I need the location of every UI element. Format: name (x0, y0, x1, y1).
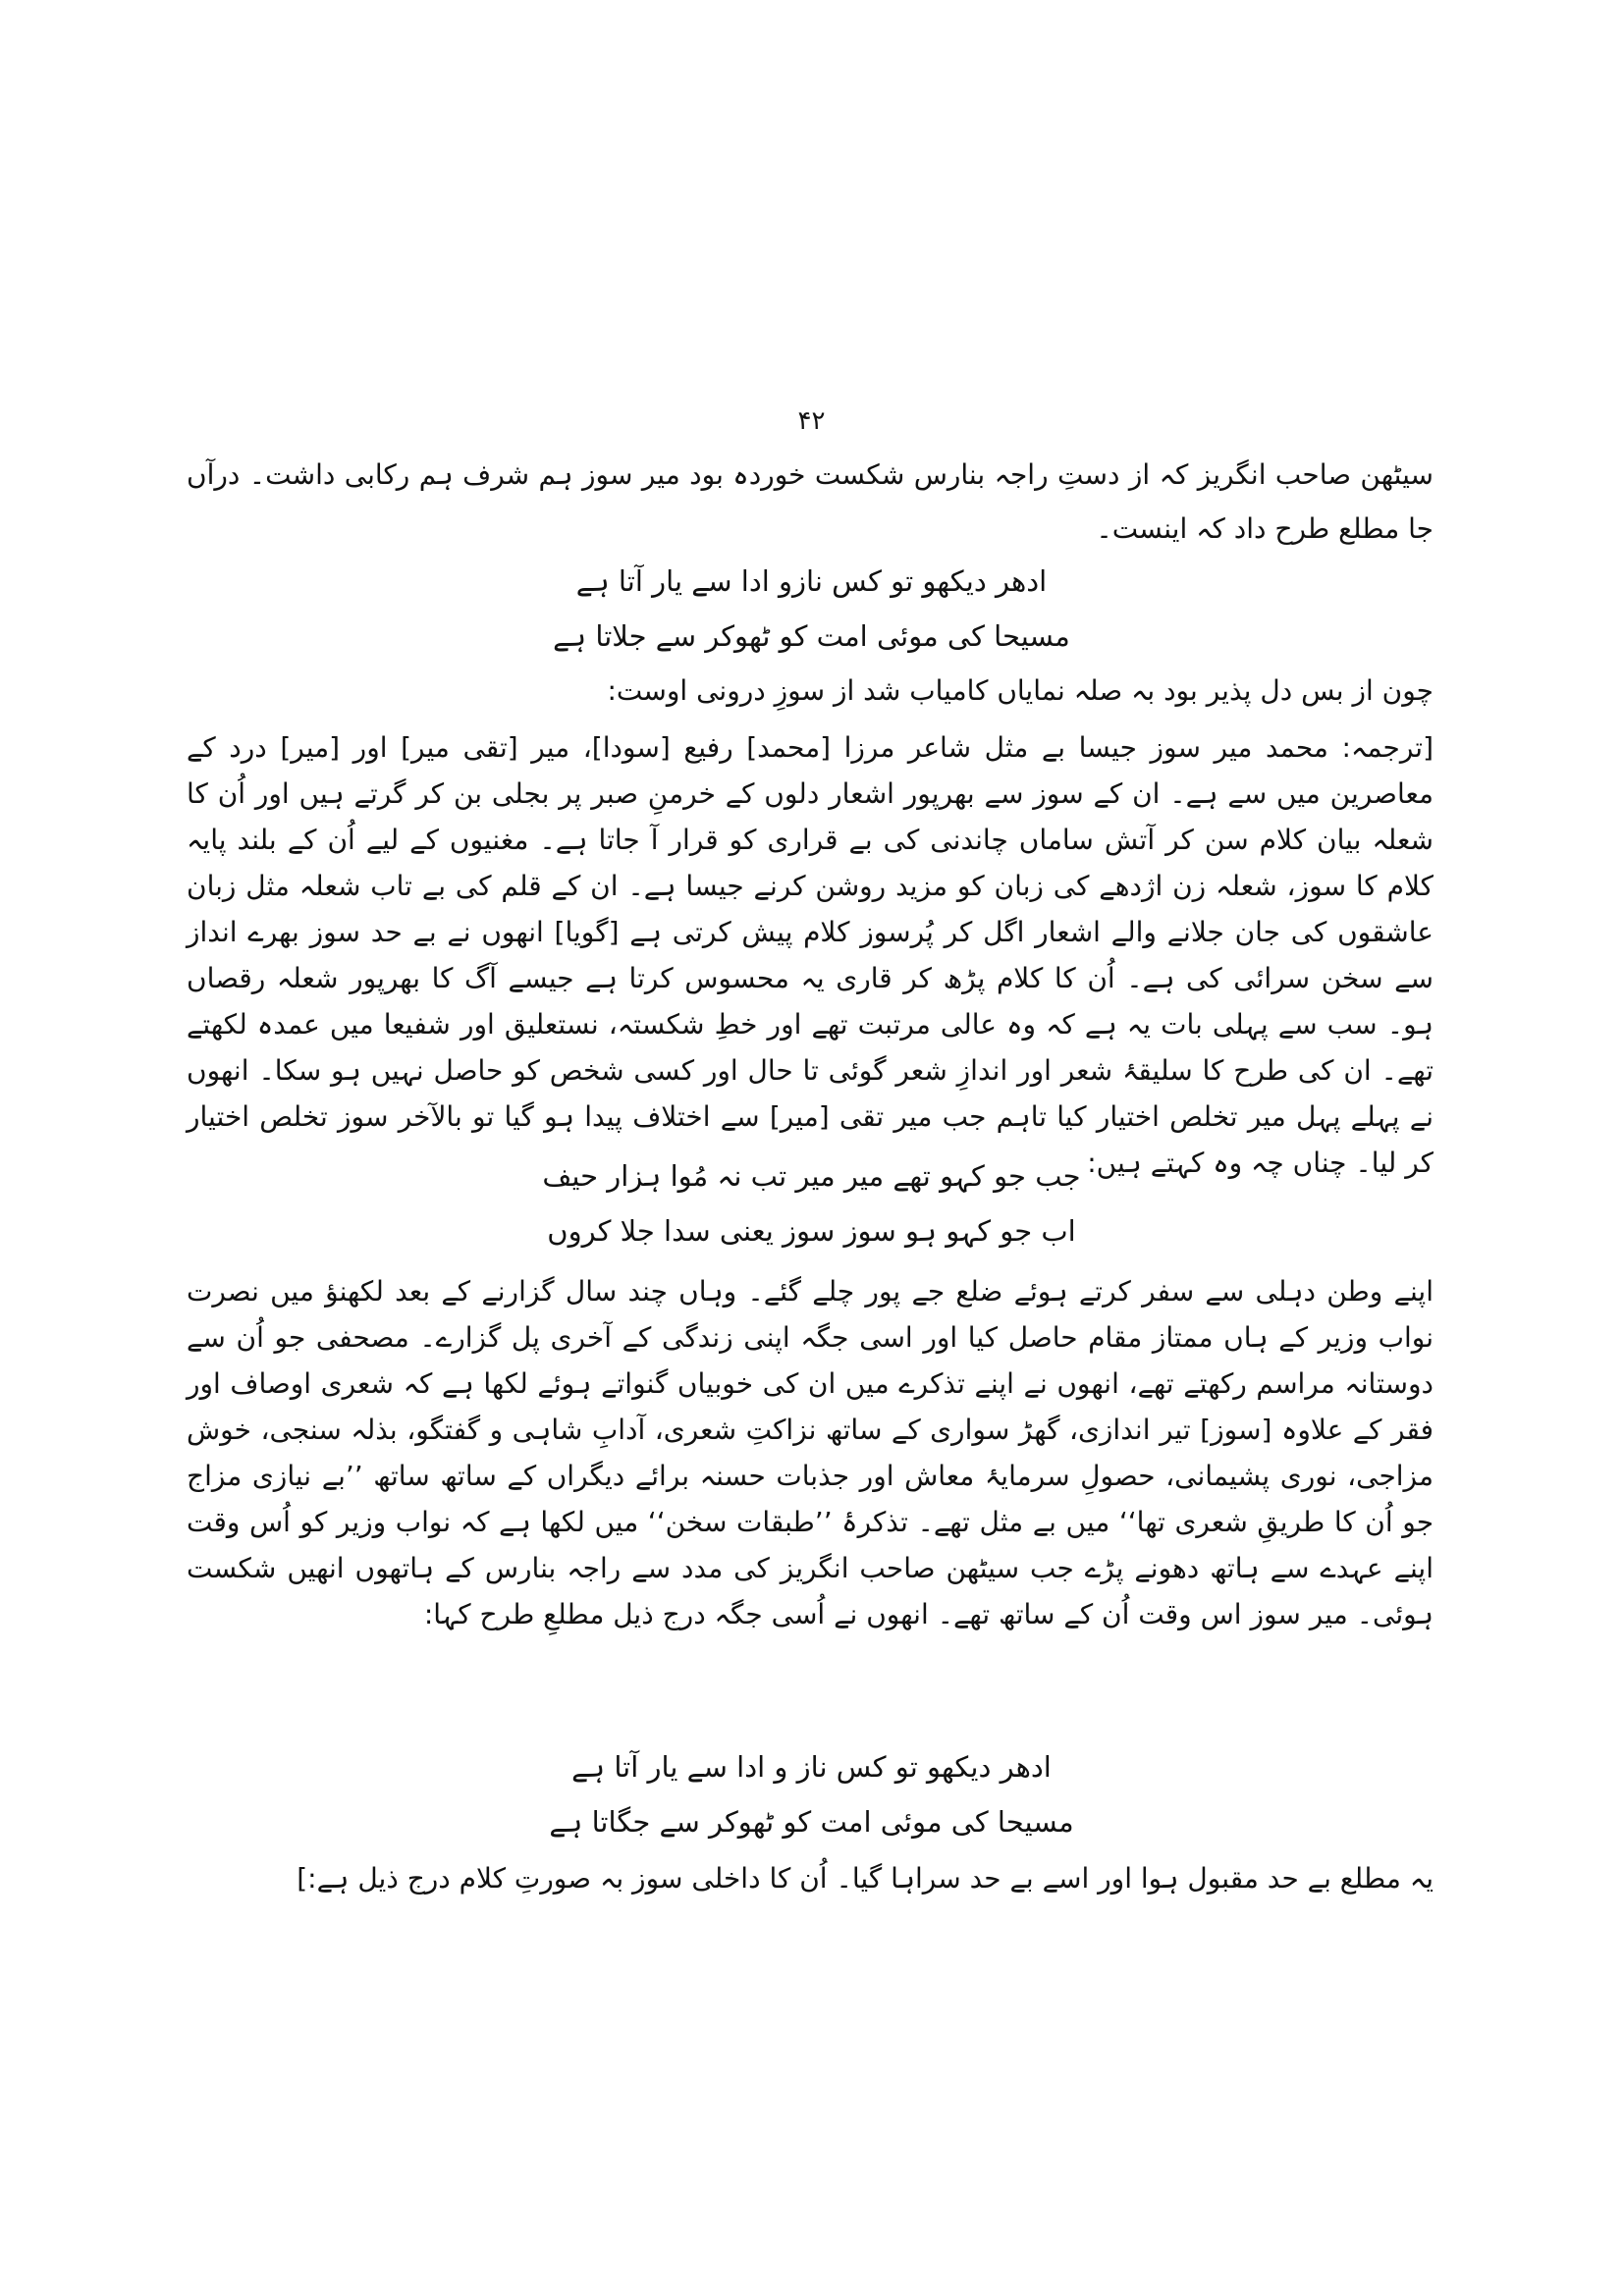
lead-in-line: چون از بس دل پذیر بود بہ صلہ نمایاں کامیاب شد از سوزِ درونی اوست: (607, 674, 1434, 707)
couplet-3-line-2: مسیحا کی موئی امت کو ٹھوکر سے جگاتا ہے (549, 1805, 1074, 1839)
couplet-1-line-2: مسیحا کی موئی امت کو ٹھوکر سے جلاتا ہے (553, 619, 1070, 653)
couplet-3-line-1: ادھر دیکھو تو کس ناز و ادا سے یار آتا ہے (571, 1750, 1052, 1784)
page-number: ۴۲ (797, 406, 826, 436)
couplet-1-line-1: ادھر دیکھو تو کس نازو ادا سے یار آتا ہے (575, 564, 1048, 598)
couplet-2-line-2: اب جو کہو ہو سوز سوز یعنی سدا جلا کروں (547, 1214, 1076, 1248)
couplet-2-line-1: جب جو کہو تھے میر میر تب نہ مُوا ہزار حیف (542, 1159, 1081, 1193)
intro-paragraph: سیٹھن صاحب انگریز کہ از دستِ راجہ بنارس شکست خوردہ بود میر سوز ہم شرف ہم رکابی داشت۔ درآں جا مطلع طرح داد کہ اینست۔ (187, 458, 1434, 545)
biography-paragraph: اپنے وطن دہلی سے سفر کرتے ہوئے ضلع جے پور چلے گئے۔ وہاں چند سال گزارنے کے بعد لکھنؤ میں نصرت نواب وزیر کے ہاں ممتاز مقام حاصل کیا اور اسی جگہ اپنی زندگی کے آخری پل گزارے۔ مصحفی جو اُن سے دوستانہ مراسم رکھتے تھے، انھوں نے اپنے تذکرے میں ان کی خوبیاں گنواتے ہوئے لکھا ہے کہ شعری اوصاف اور فقر کے علاوہ [سوز] تیر اندازی، گھڑ سواری کے ساتھ نزاکتِ شعری، آدابِ شاہی و گفتگو، بذلہ سنجی، خوش مزاجی، نوری پشیمانی، حصولِ سرمایۂ معاش اور جذبات حسنہ برائے دیگراں کے ساتھ ساتھ ’’بے نیازی مزاج جو اُن کا طریقِ شعری تھا‘‘ میں بے مثل تھے۔ تذکرۂ ’’طبقات سخن‘‘ میں لکھا ہے کہ نواب وزیر کو اُس وقت اپنے عہدے سے ہاتھ دھونے پڑے جب سیٹھن صاحب انگریز کی مدد سے راجہ بنارس کے ہاتھوں انھیں شکست ہوئی۔ میر سوز اس وقت اُن کے ساتھ تھے۔ انھوں نے اُسی جگہ درج ذیل مطلعِ طرح کہا: (187, 1275, 1434, 1630)
closing-line: یہ مطلع بے حد مقبول ہوا اور اسے بے حد سراہا گیا۔ اُن کا داخلی سوز بہ صورتِ کلام درج ذیل ہے:] (297, 1862, 1434, 1895)
translation-paragraph: [ترجمہ: محمد میر سوز جیسا بے مثل شاعر مرزا [محمد] رفیع [سودا]، میر [تقی میر] اور [میر] درد کے معاصرین میں سے ہے۔ ان کے سوز سے بھرپور اشعار دلوں کے خرمنِ صبر پر بجلی بن کر گرتے ہیں اور اُن کا شعلہ بیان کلام سن کر آتش ساماں چاندنی کی بے قراری کو قرار آ جاتا ہے۔ مغنیوں کے لیے اُن کے بلند پایہ کلام کا سوز، شعلہ زن اژدھے کی زبان کو مزید روشن کرنے جیسا ہے۔ ان کے قلم کی بے تاب شعلہ مثل زبان عاشقوں کی جان جلانے والے اشعار اگل کر پُرسوز کلام پیش کرتی ہے [گویا] انھوں نے بے حد سوز بھرے انداز سے سخن سرائی کی ہے۔ اُن کا کلام پڑھ کر قاری یہ محسوس کرتا ہے جیسے آگ کا بھرپور شعلہ رقصاں ہو۔ سب سے پہلی بات یہ ہے کہ وہ عالی مرتبت تھے اور خطِ شکستہ، نستعلیق اور شفیعا میں عمدہ لکھتے تھے۔ ان کی طرح کا سلیقۂ شعر اور اندازِ شعر گوئی تا حال اور کسی شخص کو حاصل نہیں ہو سکا۔ انھوں نے پہلے پہل میر تخلص اختیار کیا تاہم جب میر تقی [میر] سے اختلاف پیدا ہو گیا تو بالآخر سوز تخلص اختیار کر لیا۔ چناں چہ وہ کہتے ہیں: (187, 731, 1434, 1179)
